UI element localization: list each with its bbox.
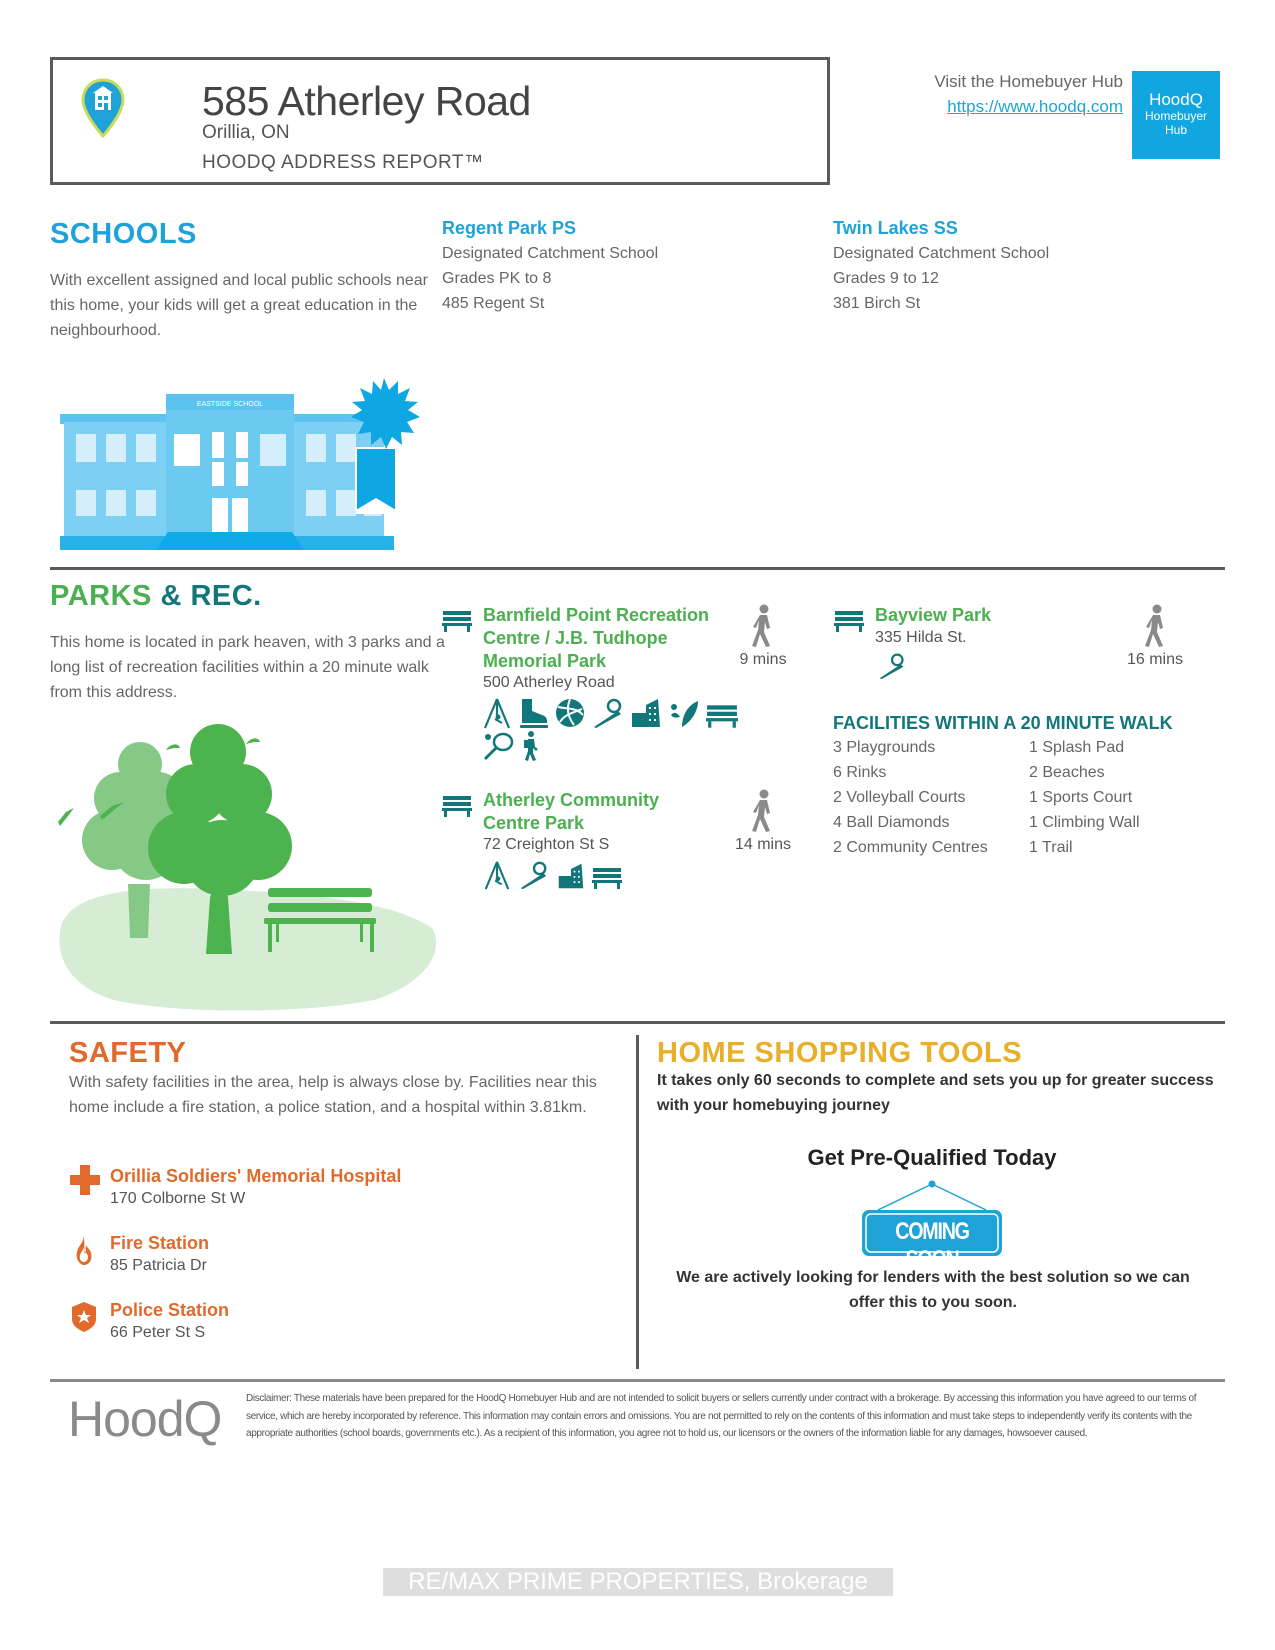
facility-item: 3 Playgrounds — [833, 739, 936, 756]
tools-intro: It takes only 60 seconds to complete and sets you up for greater success with your homebuying journey — [657, 1072, 1214, 1114]
facility-item: 2 Volleyball Courts — [833, 789, 966, 806]
facility-item: 1 Sports Court — [1029, 789, 1133, 806]
prequalify-title: Get Pre-Qualified Today — [807, 1145, 1057, 1170]
bench-icon — [834, 610, 864, 632]
hoodq-logo: HoodQ — [68, 1391, 222, 1447]
safety-description: With safety facilities in the area, help is always close by. Facilities near this home include a fire station, a police station, and a hospital within 3.81km. — [69, 1074, 597, 1116]
school-sign-text: EASTSIDE SCHOOL — [196, 401, 264, 408]
park-address: 335 Hilda St. — [875, 629, 967, 646]
hub-link[interactable]: https://www.hoodq.com — [947, 97, 1123, 116]
school-type: Designated Catchment School — [442, 245, 659, 262]
park-address: 500 Atherley Road — [483, 674, 615, 691]
walk-time: 16 mins — [1126, 651, 1184, 668]
park-facility-icons — [482, 697, 742, 761]
school-type: Designated Catchment School — [833, 245, 1050, 262]
hub-logo-line1: Homebuyer — [1144, 109, 1208, 123]
facility-item: 1 Splash Pad — [1029, 739, 1125, 756]
facility-item: 2 Community Centres — [833, 839, 988, 856]
safety-facility-name[interactable]: Orillia Soldiers' Memorial Hospital — [110, 1166, 402, 1186]
ball-diamond-icon — [876, 652, 908, 680]
school-name[interactable]: Regent Park PS — [442, 218, 577, 238]
section-divider — [50, 1021, 1225, 1024]
facility-item: 6 Rinks — [833, 764, 887, 781]
playground-icon — [482, 860, 512, 890]
facility-item: 1 Climbing Wall — [1029, 814, 1140, 831]
walking-person-icon — [1143, 604, 1169, 648]
ball-diamond-icon — [592, 697, 624, 729]
walk-time: 14 mins — [734, 836, 792, 853]
safety-facility-name[interactable]: Police Station — [110, 1300, 230, 1320]
safety-facility-address: 66 Peter St S — [110, 1324, 206, 1341]
walk-time: 9 mins — [739, 651, 787, 668]
address-title: 585 Atherley Road — [202, 78, 531, 124]
facility-item: 2 Beaches — [1029, 764, 1105, 781]
skate-icon — [518, 697, 548, 729]
brokerage-watermark: RE/MAX PRIME PROPERTIES, Brokerage — [383, 1568, 893, 1596]
hospital-cross-icon — [69, 1164, 101, 1196]
bird-icon — [58, 808, 74, 826]
bench-icon — [442, 795, 472, 817]
community-centre-icon — [630, 697, 662, 729]
flame-icon — [73, 1234, 95, 1266]
park-facility-icons — [482, 860, 622, 890]
parks-heading-part2: & REC. — [160, 580, 262, 612]
walking-person-icon — [750, 789, 776, 833]
report-label: HOODQ ADDRESS REPORT™ — [202, 152, 484, 173]
safety-heading: SAFETY — [69, 1037, 187, 1069]
bench-icon — [442, 610, 472, 632]
facility-item: 4 Ball Diamonds — [833, 814, 950, 831]
bird-icon — [246, 738, 260, 744]
facilities-heading: FACILITIES WITHIN A 20 MINUTE WALK — [833, 713, 1173, 733]
school-name[interactable]: Twin Lakes SS — [833, 218, 958, 238]
volleyball-icon — [554, 697, 586, 729]
safety-facility-address: 85 Patricia Dr — [110, 1257, 207, 1274]
school-grades: Grades 9 to 12 — [833, 270, 939, 287]
section-divider — [50, 567, 1225, 570]
parks-heading-part1: PARKS — [50, 580, 152, 612]
safety-facility-address: 170 Colborne St W — [110, 1190, 246, 1207]
community-centre-icon — [556, 862, 586, 890]
column-divider — [636, 1035, 639, 1369]
hub-logo-title: HoodQ — [1149, 90, 1203, 109]
park-name[interactable]: Bayview Park — [875, 605, 992, 625]
park-name[interactable]: Atherley Community Centre Park — [483, 790, 660, 833]
splash-pad-icon — [668, 697, 700, 729]
park-address: 72 Creighton St S — [483, 836, 610, 853]
parks-heading — [50, 580, 262, 613]
address-city: Orillia, ON — [202, 122, 290, 143]
school-card — [833, 218, 1049, 316]
parks-description: This home is located in park heaven, with 3 parks and a long list of recreation facilities within a 20 minute walk from this address. — [50, 634, 445, 701]
school-address: 381 Birch St — [833, 295, 921, 312]
bird-icon — [166, 744, 180, 750]
park-illustration — [54, 722, 440, 1014]
hub-prompt: Visit the Homebuyer Hub — [934, 72, 1123, 91]
schools-description: With excellent assigned and local public schools near this home, your kids will get a great education in the neighbourhood. — [50, 272, 428, 339]
tools-heading: HOME SHOPPING TOOLS — [657, 1037, 1023, 1069]
safety-facility-name[interactable]: Fire Station — [110, 1233, 210, 1253]
hub-logo-line2: Hub — [1164, 123, 1187, 137]
school-grades: Grades PK to 8 — [442, 270, 552, 287]
hub-logo-button[interactable] — [1132, 71, 1220, 159]
ball-diamond-icon — [518, 860, 550, 890]
police-badge-icon — [71, 1301, 97, 1333]
bench-icon — [706, 703, 738, 729]
facilities-list-col2 — [1029, 735, 1140, 860]
facilities-list-col1 — [833, 735, 988, 860]
school-building-illustration — [56, 378, 428, 558]
tennis-icon — [482, 731, 514, 761]
footer-divider — [50, 1379, 1225, 1382]
school-card — [442, 218, 658, 316]
school-address: 485 Regent St — [442, 295, 545, 312]
schools-heading: SCHOOLS — [50, 218, 197, 250]
park-name[interactable]: Barnfield Point Recreation Centre / J.B. Tudhope Memorial Park — [483, 605, 710, 671]
lenders-note: We are actively looking for lenders with the best solution so we can offer this to you soon. — [676, 1269, 1190, 1311]
bench-icon — [592, 866, 622, 890]
walking-person-icon — [750, 604, 776, 648]
playground-icon — [482, 697, 512, 729]
house-pin-icon — [80, 78, 126, 140]
disclaimer-text: Disclaimer: These materials have been prepared for the HoodQ Homebuyer Hub and are not intended to solicit buyers or sellers currently under contract with a brokerage. By accessing this information you have agreed to our terms of service, which are hereby incorporated by reference. This information may contain errors and omissions. You are not permitted to rely on the contents of this information and must take steps to independently verify its contents with the appropriate authorities (school boards, governments etc.). As a recipient of this information, you agree not to hold us, our licensors or the owners of the information liable for any damages, howsoever caused. — [246, 1393, 1197, 1439]
hiking-icon — [520, 731, 542, 761]
coming-soon-text: COMING SOON — [895, 1218, 969, 1273]
facility-item: 1 Trail — [1029, 839, 1073, 856]
